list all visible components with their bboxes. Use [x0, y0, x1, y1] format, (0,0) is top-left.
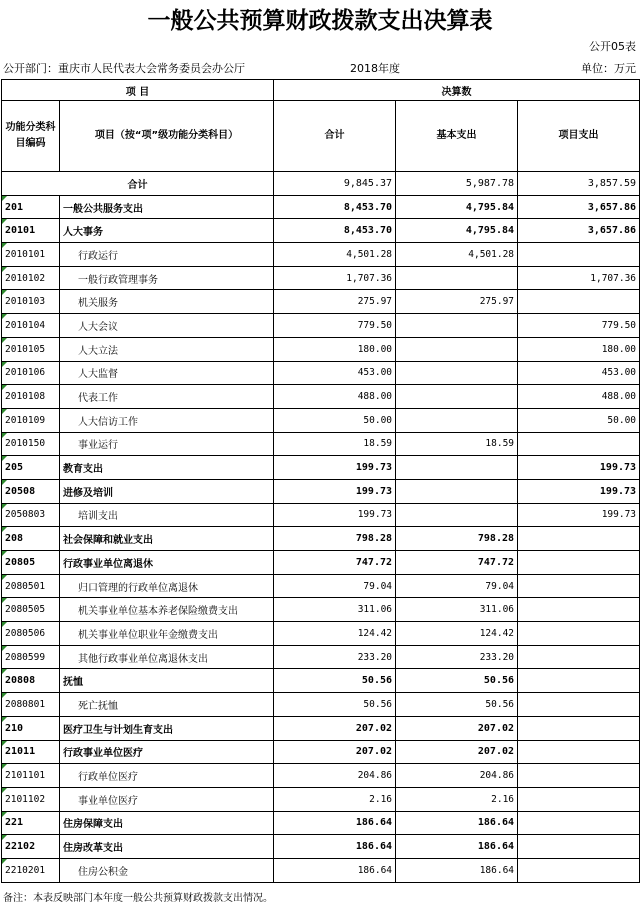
- table-row: [2, 337, 640, 361]
- total-total: 9,845.37: [274, 172, 396, 196]
- row-project: [518, 740, 640, 764]
- row-basic: 2.16: [396, 787, 518, 811]
- row-project: [518, 551, 640, 575]
- unit-label: 单位：万元: [581, 62, 636, 75]
- table-row: [2, 740, 640, 764]
- row-project: [518, 574, 640, 598]
- row-code: 2010104: [2, 314, 60, 338]
- row-name: 人大会议: [60, 314, 274, 338]
- header-name: 项目（按“项”级功能分类科目）: [60, 101, 274, 172]
- row-project: 1,707.36: [518, 266, 640, 290]
- row-basic: [396, 385, 518, 409]
- row-name: 人大监督: [60, 361, 274, 385]
- row-code: 2010106: [2, 361, 60, 385]
- header-project: 项目支出: [518, 101, 640, 172]
- row-code: 210: [2, 716, 60, 740]
- row-basic: [396, 456, 518, 480]
- total-row: [2, 172, 640, 196]
- row-name: 行政运行: [60, 243, 274, 267]
- row-total: 233.20: [274, 645, 396, 669]
- table-row: [2, 787, 640, 811]
- row-total: 50.00: [274, 408, 396, 432]
- row-basic: [396, 479, 518, 503]
- row-name: 一般行政管理事务: [60, 266, 274, 290]
- row-name: 进修及培训: [60, 479, 274, 503]
- row-basic: [396, 314, 518, 338]
- row-project: [518, 622, 640, 646]
- row-code: 20808: [2, 669, 60, 693]
- row-name: 住房公积金: [60, 858, 274, 882]
- row-name: 住房保障支出: [60, 811, 274, 835]
- row-basic: 747.72: [396, 551, 518, 575]
- table-row: [2, 479, 640, 503]
- row-code: 2210201: [2, 858, 60, 882]
- row-total: 747.72: [274, 551, 396, 575]
- table-row: [2, 503, 640, 527]
- row-project: [518, 598, 640, 622]
- table-row: [2, 598, 640, 622]
- table-row: [2, 835, 640, 859]
- row-basic: 186.64: [396, 811, 518, 835]
- row-project: [518, 693, 640, 717]
- total-basic: 5,987.78: [396, 172, 518, 196]
- total-label: 合计: [2, 172, 274, 196]
- row-total: 199.73: [274, 456, 396, 480]
- fiscal-year: 2018年度: [350, 62, 400, 75]
- row-total: 199.73: [274, 479, 396, 503]
- header-total: 合计: [274, 101, 396, 172]
- row-basic: 207.02: [396, 716, 518, 740]
- row-name: 抚恤: [60, 669, 274, 693]
- footnote: 备注：本表反映部门本年度一般公共预算财政拨款支出情况。: [3, 893, 273, 904]
- table-row: [2, 645, 640, 669]
- row-basic: 4,501.28: [396, 243, 518, 267]
- row-name: 事业运行: [60, 432, 274, 456]
- row-project: 199.73: [518, 503, 640, 527]
- header-basic: 基本支出: [396, 101, 518, 172]
- row-basic: 233.20: [396, 645, 518, 669]
- row-code: 2080801: [2, 693, 60, 717]
- row-project: [518, 645, 640, 669]
- row-total: 798.28: [274, 527, 396, 551]
- header-code: 功能分类科目编码: [2, 101, 60, 172]
- row-project: 3,657.86: [518, 195, 640, 219]
- row-code: 21011: [2, 740, 60, 764]
- row-name: 归口管理的行政单位离退休: [60, 574, 274, 598]
- row-project: 779.50: [518, 314, 640, 338]
- row-total: 186.64: [274, 858, 396, 882]
- row-project: [518, 787, 640, 811]
- row-basic: 186.64: [396, 858, 518, 882]
- table-row: [2, 290, 640, 314]
- row-project: 199.73: [518, 479, 640, 503]
- row-code: 221: [2, 811, 60, 835]
- row-name: 代表工作: [60, 385, 274, 409]
- expenditure-table: [1, 79, 640, 883]
- row-name: 死亡抚恤: [60, 693, 274, 717]
- table-row: [2, 551, 640, 575]
- row-basic: 207.02: [396, 740, 518, 764]
- row-total: 79.04: [274, 574, 396, 598]
- row-code: 2010105: [2, 337, 60, 361]
- row-total: 124.42: [274, 622, 396, 646]
- row-code: 20508: [2, 479, 60, 503]
- row-project: 488.00: [518, 385, 640, 409]
- row-total: 488.00: [274, 385, 396, 409]
- row-basic: 18.59: [396, 432, 518, 456]
- row-name: 行政事业单位离退休: [60, 551, 274, 575]
- row-total: 8,453.70: [274, 219, 396, 243]
- row-code: 2010101: [2, 243, 60, 267]
- header-final: 决算数: [274, 80, 640, 101]
- row-total: 199.73: [274, 503, 396, 527]
- row-name: 机关事业单位职业年金缴费支出: [60, 622, 274, 646]
- row-code: 205: [2, 456, 60, 480]
- table-row: [2, 266, 640, 290]
- row-total: 275.97: [274, 290, 396, 314]
- row-project: 199.73: [518, 456, 640, 480]
- row-project: [518, 835, 640, 859]
- row-name: 一般公共服务支出: [60, 195, 274, 219]
- row-total: 8,453.70: [274, 195, 396, 219]
- row-total: 204.86: [274, 764, 396, 788]
- row-basic: 186.64: [396, 835, 518, 859]
- row-project: [518, 858, 640, 882]
- row-total: 50.56: [274, 669, 396, 693]
- table-row: [2, 195, 640, 219]
- row-project: [518, 811, 640, 835]
- row-project: [518, 764, 640, 788]
- table-row: [2, 219, 640, 243]
- row-name: 行政事业单位医疗: [60, 740, 274, 764]
- row-project: 180.00: [518, 337, 640, 361]
- row-code: 2010108: [2, 385, 60, 409]
- row-name: 其他行政事业单位离退休支出: [60, 645, 274, 669]
- row-code: 20101: [2, 219, 60, 243]
- row-basic: 50.56: [396, 669, 518, 693]
- row-basic: 4,795.84: [396, 219, 518, 243]
- row-code: 2010109: [2, 408, 60, 432]
- row-project: [518, 669, 640, 693]
- row-basic: 50.56: [396, 693, 518, 717]
- row-total: 2.16: [274, 787, 396, 811]
- row-code: 2010150: [2, 432, 60, 456]
- row-code: 20805: [2, 551, 60, 575]
- row-total: 50.56: [274, 693, 396, 717]
- row-basic: 4,795.84: [396, 195, 518, 219]
- row-basic: 124.42: [396, 622, 518, 646]
- table-row: [2, 716, 640, 740]
- row-project: [518, 290, 640, 314]
- row-name: 机关服务: [60, 290, 274, 314]
- header-item: 项 目: [2, 80, 274, 101]
- row-project: 3,657.86: [518, 219, 640, 243]
- page-title: 一般公共预算财政拨款支出决算表: [147, 8, 493, 34]
- table-row: [2, 385, 640, 409]
- row-total: 311.06: [274, 598, 396, 622]
- row-name: 机关事业单位基本养老保险缴费支出: [60, 598, 274, 622]
- row-code: 2080501: [2, 574, 60, 598]
- row-basic: [396, 266, 518, 290]
- row-basic: 275.97: [396, 290, 518, 314]
- row-total: 453.00: [274, 361, 396, 385]
- table-row: [2, 693, 640, 717]
- row-code: 2010103: [2, 290, 60, 314]
- table-row: [2, 669, 640, 693]
- table-row: [2, 243, 640, 267]
- department-label: 公开部门：重庆市人民代表大会常务委员会办公厅: [3, 62, 245, 75]
- table-row: [2, 858, 640, 882]
- row-code: 2010102: [2, 266, 60, 290]
- table-row: [2, 527, 640, 551]
- row-code: 201: [2, 195, 60, 219]
- row-basic: [396, 408, 518, 432]
- row-total: 186.64: [274, 811, 396, 835]
- row-total: 186.64: [274, 835, 396, 859]
- row-total: 1,707.36: [274, 266, 396, 290]
- row-basic: 798.28: [396, 527, 518, 551]
- row-project: 453.00: [518, 361, 640, 385]
- row-name: 人大事务: [60, 219, 274, 243]
- table-row: [2, 456, 640, 480]
- row-code: 22102: [2, 835, 60, 859]
- row-basic: 204.86: [396, 764, 518, 788]
- row-total: 779.50: [274, 314, 396, 338]
- row-project: 50.00: [518, 408, 640, 432]
- row-basic: [396, 337, 518, 361]
- row-total: 207.02: [274, 740, 396, 764]
- table-row: [2, 361, 640, 385]
- row-code: 2101101: [2, 764, 60, 788]
- table-row: [2, 811, 640, 835]
- row-basic: 79.04: [396, 574, 518, 598]
- row-name: 培训支出: [60, 503, 274, 527]
- row-basic: [396, 361, 518, 385]
- row-project: [518, 432, 640, 456]
- row-total: 207.02: [274, 716, 396, 740]
- row-total: 4,501.28: [274, 243, 396, 267]
- row-code: 2050803: [2, 503, 60, 527]
- table-row: [2, 764, 640, 788]
- row-name: 事业单位医疗: [60, 787, 274, 811]
- row-code: 2080506: [2, 622, 60, 646]
- table-row: [2, 622, 640, 646]
- row-basic: 311.06: [396, 598, 518, 622]
- row-name: 住房改革支出: [60, 835, 274, 859]
- row-total: 180.00: [274, 337, 396, 361]
- row-name: 社会保障和就业支出: [60, 527, 274, 551]
- total-project: 3,857.59: [518, 172, 640, 196]
- row-total: 18.59: [274, 432, 396, 456]
- table-row: [2, 314, 640, 338]
- row-project: [518, 243, 640, 267]
- table-row: [2, 432, 640, 456]
- row-name: 教育支出: [60, 456, 274, 480]
- row-name: 人大信访工作: [60, 408, 274, 432]
- row-project: [518, 716, 640, 740]
- row-name: 医疗卫生与计划生育支出: [60, 716, 274, 740]
- table-row: [2, 408, 640, 432]
- row-code: 2101102: [2, 787, 60, 811]
- row-code: 208: [2, 527, 60, 551]
- row-code: 2080505: [2, 598, 60, 622]
- row-code: 2080599: [2, 645, 60, 669]
- row-project: [518, 527, 640, 551]
- row-basic: [396, 503, 518, 527]
- table-row: [2, 574, 640, 598]
- form-number: 公开05表: [589, 40, 636, 53]
- row-name: 行政单位医疗: [60, 764, 274, 788]
- row-name: 人大立法: [60, 337, 274, 361]
